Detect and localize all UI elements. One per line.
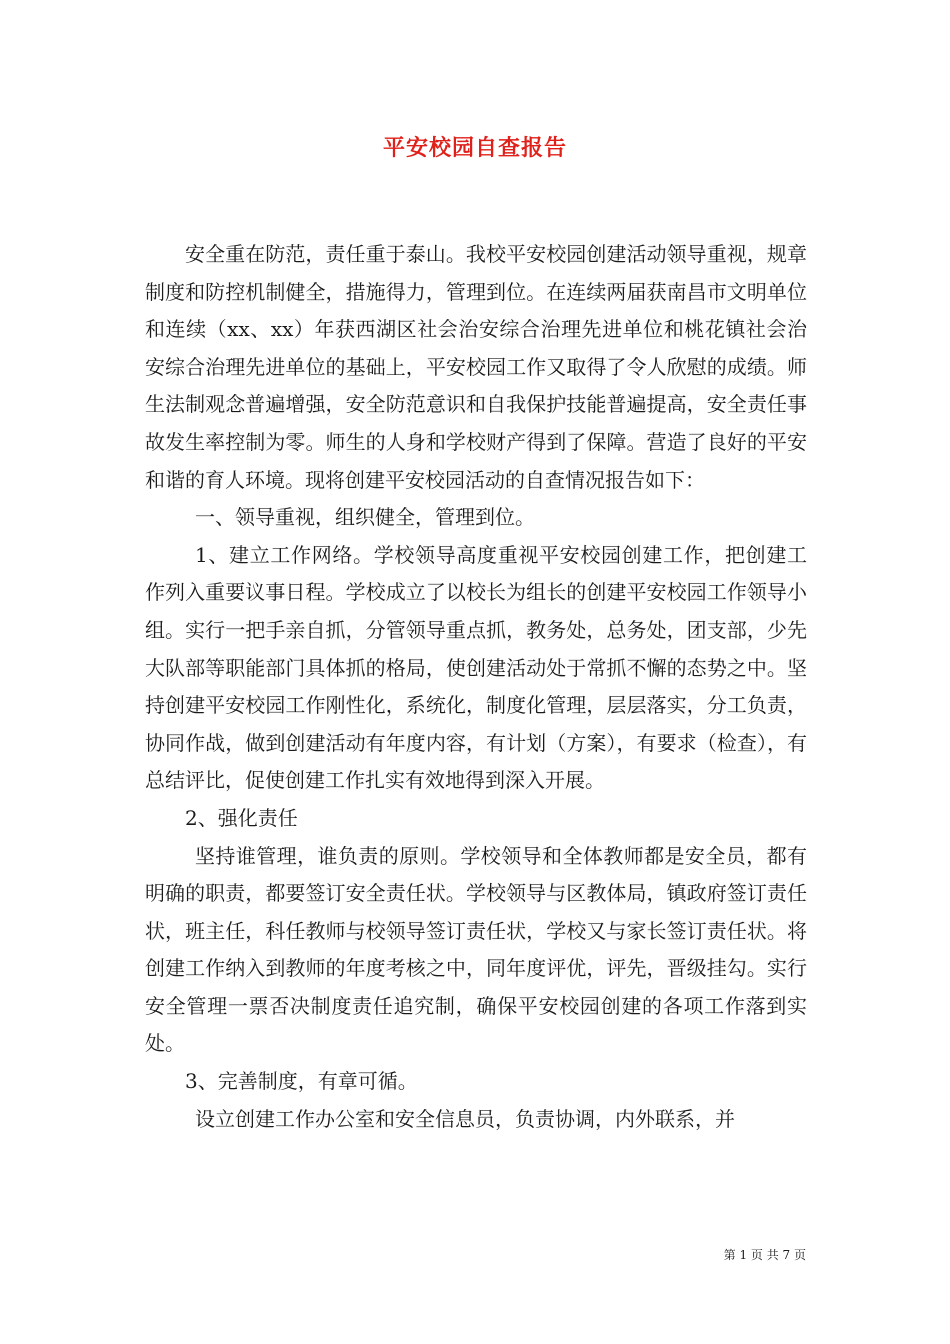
document-title: 平安校园自查报告 [382,135,567,161]
document-body [145,236,807,1138]
intro-paragraph: 安全重在防范，责任重于泰山。我校平安校园创建活动领导重视，规章制度和防控机制健全，措施得力，管理到位。在连续两届获南昌市文明单位和连续（xx、xx）年获西湖区社会治安综合治理先进单位和桃花镇社会治安综合治理先进单位的基础上，平安校园工作又取得了令人欣慰的成绩。师生法制观念普遍增强，安全防范意识和自我保护技能普遍提高，安全责任事故发生率控制为零。师生的人身和学校财产得到了保障。营造了良好的平安和谐的育人环境。现将创建平安校园活动的自查情况报告如下： [145,242,807,492]
subsection-heading-3: 3、完善制度，有章可循。 [185,1069,418,1094]
section-heading-1: 一、领导重视，组织健全，管理到位。 [195,505,535,530]
subsection-paragraph-3: 设立创建工作办公室和安全信息员，负责协调，内外联系，并 [195,1106,735,1131]
subsection-paragraph-1: 1、建立工作网络。学校领导高度重视平安校园创建工作，把创建工作列入重要议事日程。学校成立了以校长为组长的创建平安校园工作领导小组。实行一把手亲自抓，分管领导重点抓，教务处，总务处，团支部，少先大队部等职能部门具体抓的格局，使创建活动处于常抓不懈的态势之中。坚持创建平安校园工作刚性化，系统化，制度化管理，层层落实，分工负责，协同作战，做到创建活动有年度内容，有计划（方案），有要求（检查），有总结评比，促使创建工作扎实有效地得到深入开展。 [145,542,807,793]
page-number-footer: 第 1 页 共 7 页 [723,1248,806,1262]
subsection-heading-2: 2、强化责任 [185,805,298,830]
subsection-paragraph-2: 坚持谁管理，谁负责的原则。学校领导和全体教师都是安全员，都有明确的职责，都要签订安全责任状。学校领导与区教体局，镇政府签订责任状，班主任，科任教师与校领导签订责任状，学校又与家长签订责任状。将创建工作纳入到教师的年度考核之中，同年度评优，评先，晋级挂勾。实行安全管理一票否决制度责任追究制，确保平安校园创建的各项工作落到实处。 [145,843,807,1056]
